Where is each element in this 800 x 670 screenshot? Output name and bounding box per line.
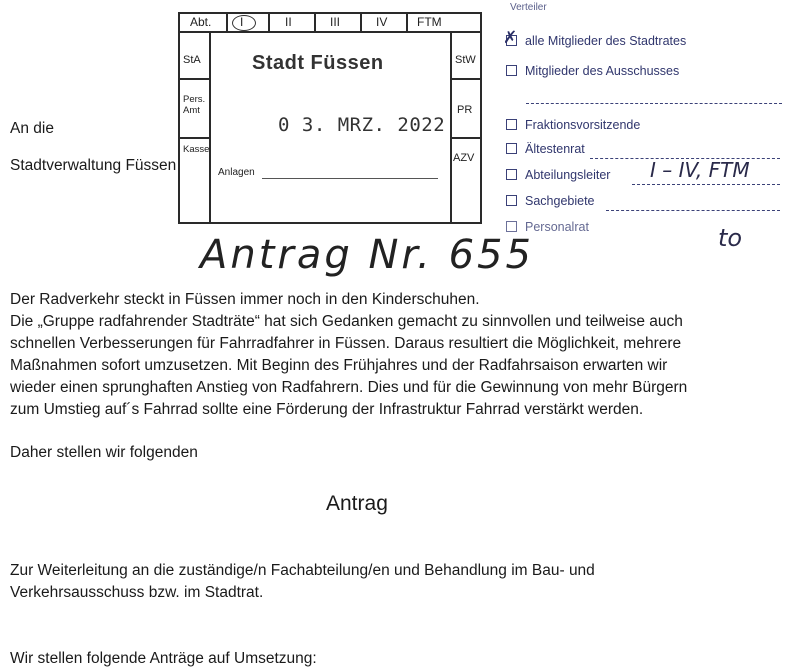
intro-paragraph bbox=[10, 289, 687, 421]
stamp-label-sta: StA bbox=[183, 54, 201, 66]
distribution-item: Mitglieder des Ausschusses bbox=[506, 64, 679, 78]
stamp-header-ftm: FTM bbox=[417, 15, 442, 29]
stamp-label-kasse: Kasse bbox=[183, 144, 210, 155]
stamp-header-3: III bbox=[330, 15, 341, 29]
antrag-heading: Antrag bbox=[326, 492, 388, 515]
receipt-stamp bbox=[178, 12, 482, 224]
paragraph-line: Verkehrsausschuss bzw. im Stadtrat. bbox=[10, 584, 264, 601]
stamp-header-1: I bbox=[240, 15, 244, 29]
distribution-item: Ältestenrat bbox=[506, 142, 585, 156]
checkbox-icon bbox=[506, 195, 517, 206]
stamp-label-azv: AZV bbox=[453, 152, 475, 164]
stamp-date: 0 3. MRZ. 2022 bbox=[278, 114, 446, 136]
distribution-item: Personalrat bbox=[506, 220, 589, 234]
stamp-label-persamt: Pers. Amt bbox=[183, 94, 206, 116]
handwritten-mark: to bbox=[718, 224, 743, 252]
paragraph-line: zum Umstieg auf´s Fahrrad sollte eine Förderung der Infrastruktur Fahrrad verstärkt werden. bbox=[10, 401, 644, 418]
stamp-label-pr: PR bbox=[457, 104, 473, 116]
paragraph-line: Die „Gruppe radfahrender Stadträte“ hat sich Gedanken gemacht zu sinnvollen und teilweise auch bbox=[10, 313, 683, 330]
stamp-header-abt: Abt. bbox=[190, 15, 212, 29]
checkbox-icon bbox=[506, 221, 517, 232]
stamp-label-stw: StW bbox=[455, 54, 476, 66]
closing-line: Wir stellen folgende Anträge auf Umsetzung: bbox=[10, 650, 317, 667]
handwritten-title: Antrag Nr. 655 bbox=[200, 232, 534, 278]
stamp-anlagen-label: Anlagen bbox=[218, 167, 255, 178]
daher-line: Daher stellen wir folgenden bbox=[10, 444, 198, 461]
paragraph-line: schnellen Verbesserungen für Fahrradfahrer in Füssen. Daraus resultiert die Möglichkeit, mehrere bbox=[10, 335, 682, 352]
checkbox-icon bbox=[506, 119, 517, 130]
address-line-2: Stadtverwaltung Füssen bbox=[10, 157, 177, 174]
paragraph-line: Zur Weiterleitung an die zuständige/n Fachabteilung/en und Behandlung im Bau- und bbox=[10, 562, 595, 579]
stamp-header-4: IV bbox=[376, 15, 388, 29]
checkbox-icon bbox=[506, 143, 517, 154]
distribution-header: Verteiler bbox=[510, 2, 547, 13]
distribution-item: Fraktionsvorsitzende bbox=[506, 118, 640, 132]
paragraph-line: Maßnahmen sofort umzusetzen. Mit Beginn des Frühjahres und der Radfahrsaison erwarten wir bbox=[10, 357, 668, 374]
checkbox-checked-icon: ✗ bbox=[503, 28, 518, 47]
stamp-header-2: II bbox=[285, 15, 292, 29]
distribution-item: Sachgebiete bbox=[506, 194, 595, 208]
distribution-item: ✗ alle Mitglieder des Stadtrates bbox=[503, 28, 687, 48]
handwritten-abteilung: I – IV, FTM bbox=[650, 158, 750, 182]
forwarding-paragraph bbox=[10, 560, 595, 604]
stamp-circle-mark bbox=[232, 15, 256, 31]
checkbox-icon bbox=[506, 65, 517, 76]
distribution-item: Abteilungsleiter bbox=[506, 168, 610, 182]
stamp-title: Stadt Füssen bbox=[252, 52, 384, 74]
paragraph-line: wieder einen sprunghaften Anstieg von Radfahrern. Dies und für die Gewinnung von mehr Bürgern bbox=[10, 379, 688, 396]
checkbox-icon bbox=[506, 169, 517, 180]
paragraph-line: Der Radverkehr steckt in Füssen immer noch in den Kinderschuhen. bbox=[10, 291, 480, 308]
address-line-1: An die bbox=[10, 120, 54, 137]
